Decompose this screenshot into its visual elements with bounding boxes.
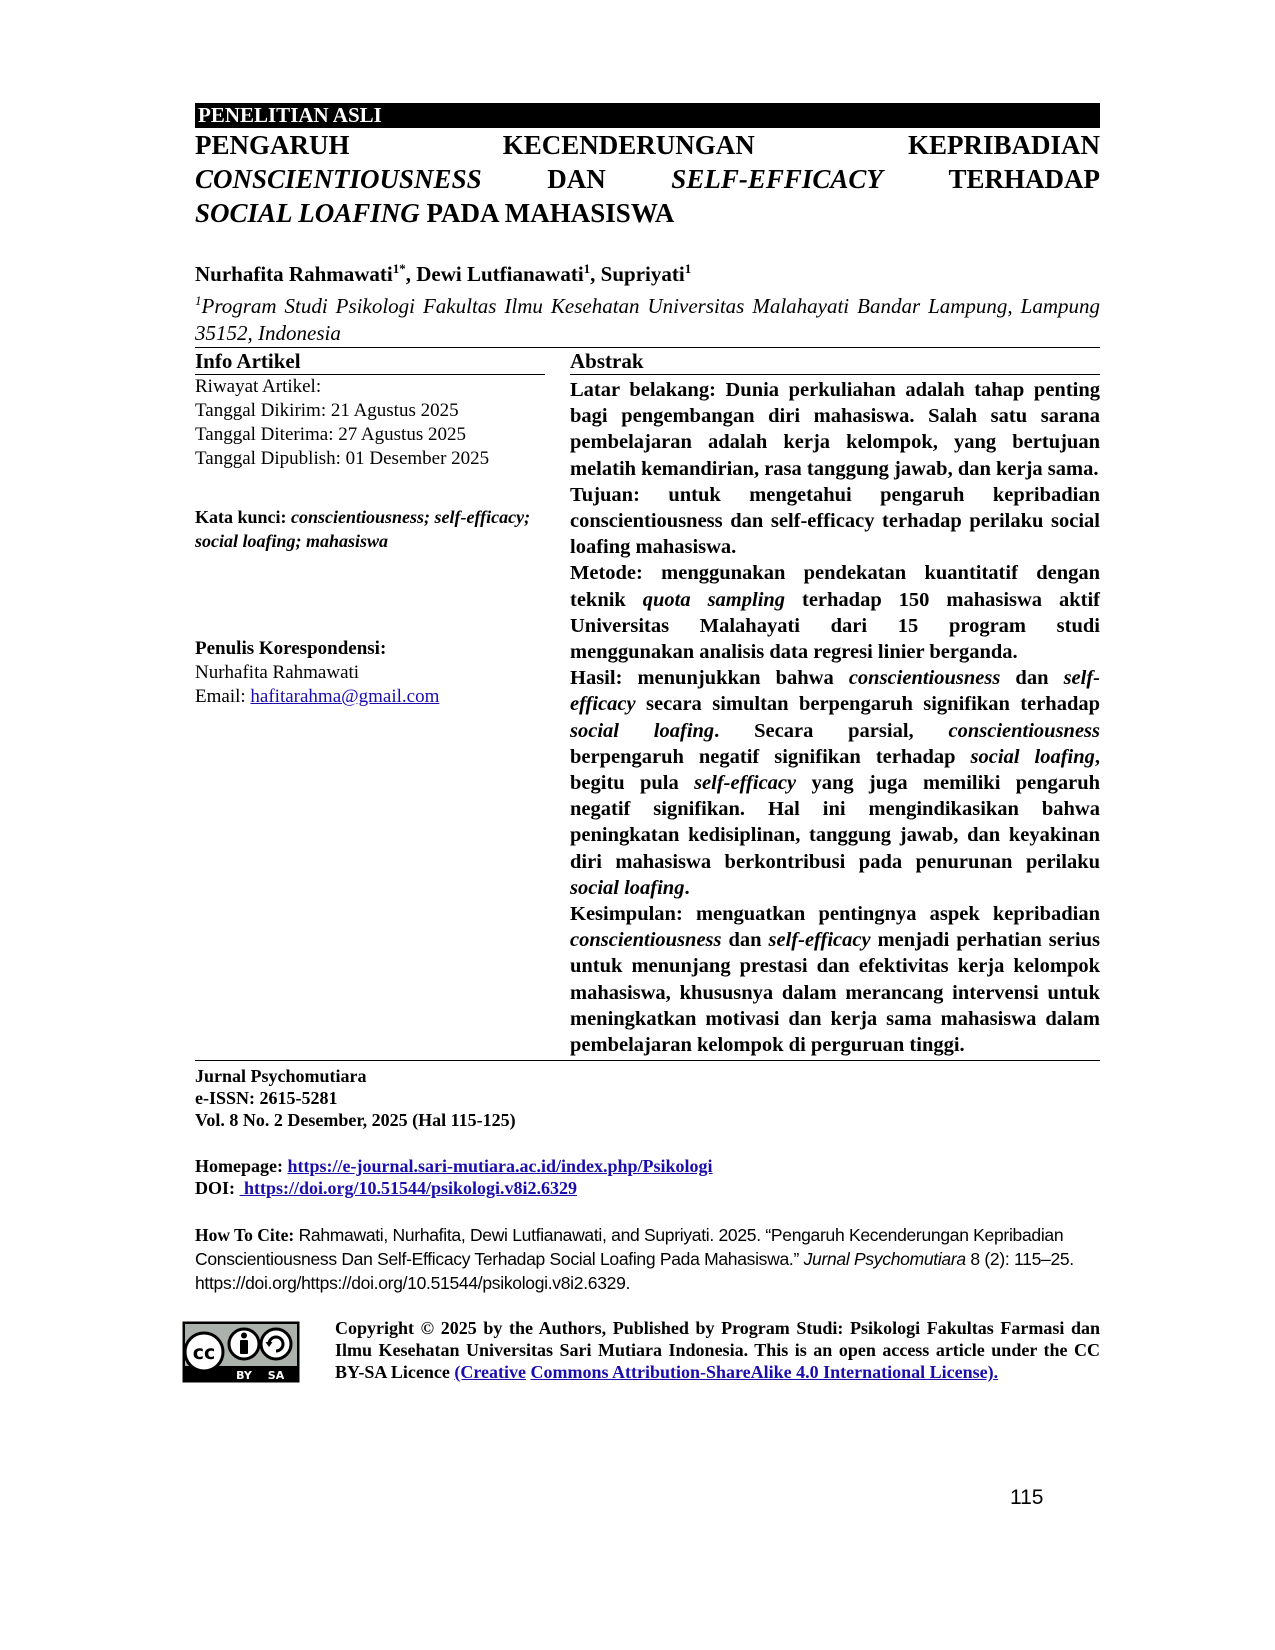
abstract-italic: conscientiousness — [948, 719, 1100, 742]
doi-line — [195, 1177, 1100, 1199]
title-word: KEPRIBADIAN — [907, 130, 1100, 160]
abstract-italic: social loafing — [570, 876, 685, 899]
info-column — [195, 348, 545, 1060]
copyright-section — [192, 1317, 1100, 1383]
abstract-text: Hasil: menunjukkan bahwa — [570, 667, 849, 690]
cite-text: 8 (2): 115–25. https://doi.org/https://doi.org/10.51544/psikologi.v8i2.6329. — [195, 1249, 1074, 1294]
abstract-text: dan — [1000, 667, 1064, 690]
email-line — [195, 685, 545, 709]
page-number: 115 — [1010, 1486, 1044, 1509]
date-published: Tanggal Dipublish: 01 Desember 2025 — [195, 448, 490, 469]
author-superscript: 1 — [684, 261, 692, 276]
info-heading: Info Artikel — [195, 348, 545, 375]
keywords-label: Kata kunci: — [195, 507, 292, 527]
abstract-text: . Secara parsial, — [714, 719, 949, 742]
title-word: PADA MAHASISWA — [419, 198, 675, 228]
author-superscript: 1 — [583, 261, 591, 276]
homepage-label: Homepage: — [195, 1156, 288, 1177]
doi-link[interactable]: https://doi.org/10.51544/psikologi.v8i2.6329 — [239, 1178, 578, 1199]
abstract-text: terhadap 150 mahasiswa aktif Universitas Malahayati dari 15 program studi menggunakan analisis data regresi linier berganda. — [570, 588, 1100, 664]
abstract-italic: quota sampling — [642, 588, 786, 611]
author-name: , Supriyati — [590, 262, 685, 286]
title-word: KECENDERUNGAN — [502, 130, 755, 160]
title-word: SELF-EFFICACY — [671, 164, 883, 194]
journal-volume: Vol. 8 No. 2 Desember, 2025 (Hal 115-125) — [195, 1110, 516, 1131]
journal-links — [195, 1155, 1100, 1199]
title-word: TERHADAP — [948, 164, 1100, 194]
author-name: , Dewi Lutfianawati — [405, 262, 584, 286]
abstract-column — [570, 348, 1100, 1060]
abstract-results — [570, 665, 1100, 901]
title-line-1 — [195, 128, 1100, 162]
copyright-statement: Copyright © 2025 by the Authors, Published by Program Studi: Psikologi Fakultas Farmasi dan Ilmu Kesehatan Universitas Sari Mutiara Indonesia. This is an open access article under the CC BY-SA Licence — [335, 1318, 1100, 1383]
abstract-text: Kesimpulan: menguatkan pentingnya aspek kepribadian — [570, 903, 1100, 926]
abstract-body — [570, 375, 1100, 1060]
abstract-text: berpengaruh negatif signifikan terhadap — [570, 745, 971, 768]
abstract-aim: Tujuan: untuk mengetahui pengaruh kepribadian conscientiousness dan self-efficacy terhadap perilaku social loafing mahasiswa. — [570, 483, 1100, 559]
article-info-table — [195, 347, 1100, 1061]
date-accepted: Tanggal Diterima: 27 Agustus 2025 — [195, 424, 466, 445]
author-list — [195, 256, 1100, 287]
how-to-cite — [195, 1223, 1100, 1295]
abstract-background: Latar belakang: Dunia perkuliahan adalah tahap penting bagi pengembangan diri mahasiswa. Salah satu sarana pembelajaran adalah kerja kelompok, yang bertujuan melatih kemandirian, rasa tanggung jawab, dan kerja sama. — [570, 379, 1100, 480]
corresponding-author — [195, 637, 545, 709]
title-word: DAN — [547, 164, 606, 194]
keywords-list: conscientiousness; self-efficacy; social loafing; mahasiswa — [195, 507, 531, 551]
abstract-text: . — [684, 876, 690, 899]
article-history — [195, 375, 545, 471]
title-line-3 — [195, 196, 1100, 230]
keywords — [195, 505, 545, 553]
journal-issn: e-ISSN: 2615-5281 — [195, 1088, 338, 1109]
title-word: PENGARUH — [195, 130, 350, 160]
journal-name: Jurnal Psychomutiara — [195, 1066, 367, 1087]
author-superscript: 1* — [392, 261, 406, 276]
sa-mark: SA — [267, 1369, 285, 1383]
abstract-text: Metode: menggunakan pendekatan kuantitatif dengan teknik — [570, 562, 1100, 611]
abstract-italic: self-efficacy — [570, 667, 1100, 716]
email-label: Email: — [195, 686, 251, 707]
copyright-text — [335, 1317, 1100, 1383]
history-label: Riwayat Artikel: — [195, 376, 322, 397]
doi-label: DOI: — [195, 1178, 240, 1199]
affiliation-text: Program Studi Psikologi Fakultas Ilmu Kesehatan Universitas Malahayati Bandar Lampung, Lampung 35152, Indonesia — [195, 294, 1100, 345]
abstract-italic: social loafing — [970, 745, 1095, 768]
cite-journal: Jurnal Psychomutiara — [803, 1249, 966, 1270]
abstract-conclusion — [570, 901, 1100, 1058]
abstract-text: yang juga memiliki pengaruh negatif signifikan. Hal ini mengindikasikan bahwa peningkatan kedisiplinan, tanggung jawab, dan keyakinan diri mahasiswa berkontribusi pada penurunan perilaku — [570, 772, 1101, 873]
email-link[interactable]: hafitarahma@gmail.com — [250, 686, 440, 707]
title-line-2 — [195, 162, 1100, 196]
corresponding-label: Penulis Korespondensi: — [195, 638, 387, 659]
cc-mark: cc — [192, 1342, 216, 1365]
by-mark: BY — [236, 1369, 252, 1383]
author-name: Nurhafita Rahmawati — [195, 262, 393, 286]
affiliation — [195, 287, 1100, 347]
license-link[interactable]: Commons Attribution-ShareAlike 4.0 International License). — [530, 1362, 999, 1383]
abstract-text: , begitu pula — [570, 745, 1100, 795]
affiliation-superscript: 1 — [195, 293, 202, 308]
license-link[interactable]: (Creative — [454, 1362, 526, 1383]
abstract-text: menjadi perhatian serius untuk menunjang prestasi dan efektivitas kerja kelompok mahasiswa, khususnya dalam merancang intervensi untuk meningkatkan motivasi dan kerja sama mahasiswa dalam pembelajaran kelompok di perguruan tinggi. — [570, 929, 1100, 1057]
abstract-method — [570, 560, 1100, 665]
article-title — [195, 128, 1100, 230]
abstract-text: dan — [721, 929, 769, 952]
abstract-italic: social loafing — [570, 719, 715, 742]
abstract-italic: conscientiousness — [848, 667, 1001, 690]
cc-by-sa-badge-icon — [182, 1321, 300, 1383]
journal-info — [195, 1065, 1100, 1131]
abstract-italic: self-efficacy — [768, 929, 871, 952]
homepage-line — [195, 1155, 1100, 1177]
abstract-heading: Abstrak — [570, 348, 1100, 375]
title-word: SOCIAL LOAFING — [195, 198, 420, 228]
cite-label: How To Cite: — [195, 1225, 299, 1246]
article-first-page — [192, 103, 1101, 1383]
cite-text: Rahmawati, Nurhafita, Dewi Lutfianawati, and Supriyati. 2025. “Pengaruh Kecenderungan Kepribadian Conscientiousness Dan Self-Efficacy Terhadap Social Loafing Pada Mahasiswa.” — [195, 1225, 1064, 1270]
abstract-text: secara simultan berpengaruh signifikan terhadap — [635, 693, 1100, 716]
section-label: PENELITIAN ASLI — [195, 103, 1100, 128]
abstract-italic: self-efficacy — [694, 772, 797, 795]
date-submitted: Tanggal Dikirim: 21 Agustus 2025 — [195, 400, 459, 421]
corresponding-name: Nurhafita Rahmawati — [195, 662, 360, 683]
abstract-italic: conscientiousness — [570, 929, 722, 952]
homepage-link[interactable]: https://e-journal.sari-mutiara.ac.id/index.php/Psikologi — [287, 1156, 713, 1177]
title-word: CONSCIENTIOUSNESS — [195, 164, 482, 194]
